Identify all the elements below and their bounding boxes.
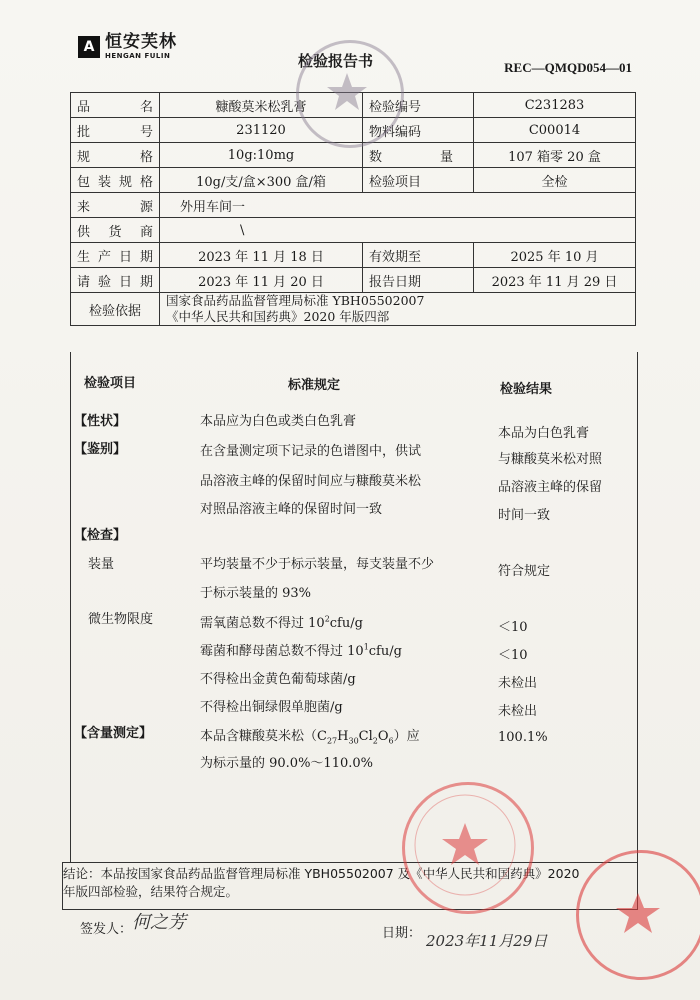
table-row: [71, 243, 636, 268]
basis-line-2: 《中华人民共和国药典》2020 年版四部: [166, 309, 390, 324]
table-row: [71, 268, 636, 293]
column-header-result: 检验结果: [500, 382, 553, 397]
date-label: 日期：: [382, 926, 422, 941]
identification-standard-2: 品溶液主峰的保留时间应与糠酸莫米松: [200, 474, 422, 489]
test-no-value: C231283: [474, 93, 636, 118]
package-label: 包装规格: [71, 168, 160, 193]
micro-standard-4: 不得检出铜绿假单胞菌/g: [200, 700, 343, 715]
signer-signature: 何之芳: [132, 912, 186, 933]
table-row: [71, 193, 636, 218]
assay-label: 【含量测定】: [74, 726, 153, 741]
micro-result-2: ＜10: [498, 648, 528, 663]
assay-standard-2: 为标示量的 90.0%～110.0%: [200, 756, 373, 771]
supplier-value: \: [160, 218, 636, 243]
micro-result-1: ＜10: [498, 620, 528, 635]
micro-label: 微生物限度: [88, 612, 154, 627]
identification-result-1: 与糠酸莫米松对照: [498, 452, 603, 467]
req-date-value: 2023 年 11 月 20 日: [160, 268, 363, 293]
logo-cn-text: 恒安芙林: [105, 32, 177, 52]
supplier-label: 供 货 商: [71, 218, 160, 243]
signer-label: 签发人：: [80, 922, 133, 937]
spec-label: 规 格: [71, 143, 160, 168]
identification-standard-1: 在含量测定项下记录的色谱图中，供试: [200, 444, 422, 459]
micro-result-3: 未检出: [498, 676, 538, 691]
table-row: [71, 293, 636, 326]
basis-line-1: 国家食品药品监督管理局标准 YBH05502007: [166, 293, 425, 308]
prod-date-label: 生产日期: [71, 243, 160, 268]
material-code-value: C00014: [474, 118, 636, 143]
test-item-label: 检验项目: [363, 168, 474, 193]
character-standard: 本品应为白色或类白色乳膏: [200, 414, 357, 429]
package-value: 10g/支/盒×300 盒/箱: [160, 168, 363, 193]
req-date-label: 请验日期: [71, 268, 160, 293]
source-value: 外用车间一: [160, 193, 636, 218]
check-label: 【检查】: [74, 528, 127, 543]
expiry-value: 2025 年 10 月: [474, 243, 636, 268]
table-row: [71, 168, 636, 193]
micro-standard-3: 不得检出金黄色葡萄球菌/g: [200, 672, 356, 687]
document-code: REC—QMQD054—01: [504, 60, 632, 75]
conclusion-line-2: 年版四部检验，结果符合规定。: [63, 884, 239, 899]
basis-label: 检验依据: [71, 293, 160, 326]
source-label: 来 源: [71, 193, 160, 218]
assay-result: 100.1%: [498, 730, 548, 745]
test-no-label: 检验编号: [363, 93, 474, 118]
prod-date-value: 2023 年 11 月 18 日: [160, 243, 363, 268]
fill-result: 符合规定: [498, 564, 551, 579]
date-signature: 2023年11月29日: [426, 932, 548, 950]
column-header-standard: 标准规定: [288, 378, 341, 393]
report-date-value: 2023 年 11 月 29 日: [474, 268, 636, 293]
batch-label: 批 号: [71, 118, 160, 143]
column-header-item: 检验项目: [84, 376, 137, 391]
fill-label: 装量: [88, 557, 115, 572]
expiry-label: 有效期至: [363, 243, 474, 268]
identification-standard-3: 对照品溶液主峰的保留时间一致: [200, 502, 383, 517]
quantity-label: 数 量: [363, 143, 474, 168]
spec-value: 10g:10mg: [160, 143, 363, 168]
identification-label: 【鉴别】: [74, 442, 127, 457]
logo-mark-icon: A: [78, 36, 100, 58]
logo-en-text: HENGAN FULIN: [105, 52, 171, 60]
report-date-label: 报告日期: [363, 268, 474, 293]
basis-value: [160, 293, 636, 326]
assay-standard-1: 本品含糠酸莫米松$(C_{27}H_{30}Cl_2O_6)$应: [200, 729, 420, 746]
micro-standard-1: 需氧菌总数不得过 $10^2cfu/g$: [200, 614, 363, 631]
table-row: [71, 218, 636, 243]
identification-result-3: 时间一致: [498, 508, 551, 523]
conclusion-line-1: 结论：本品按国家食品药品监督管理局标准 YBH05502007 及《中华人民共和国药典》2020: [63, 866, 580, 881]
product-value: 糠酸莫米松乳膏: [160, 93, 363, 118]
company-logo: [78, 34, 177, 60]
batch-value: 231120: [160, 118, 363, 143]
micro-result-4: 未检出: [498, 704, 538, 719]
company-seal-stamp: [402, 782, 534, 914]
material-code-label: 物料编码: [363, 118, 474, 143]
fill-standard-2: 于标示装量的 93%: [200, 586, 312, 601]
conclusion: [63, 865, 633, 901]
gray-seal-stamp: [296, 40, 404, 148]
micro-standard-2: 霉菌和酵母菌总数不得过 $10^1cfu/g$: [200, 642, 402, 659]
character-result: 本品为白色乳膏: [498, 426, 590, 441]
fill-standard-1: 平均装量不少于标示装量，每支装量不少: [200, 557, 435, 572]
product-label: 品 名: [71, 93, 160, 118]
qa-seal-stamp: [576, 850, 700, 980]
identification-result-2: 品溶液主峰的保留: [498, 480, 603, 495]
document-title: 检验报告书: [298, 52, 374, 70]
character-label: 【性状】: [74, 414, 127, 429]
test-item-value: 全检: [474, 168, 636, 193]
quantity-value: 107 箱零 20 盒: [474, 143, 636, 168]
